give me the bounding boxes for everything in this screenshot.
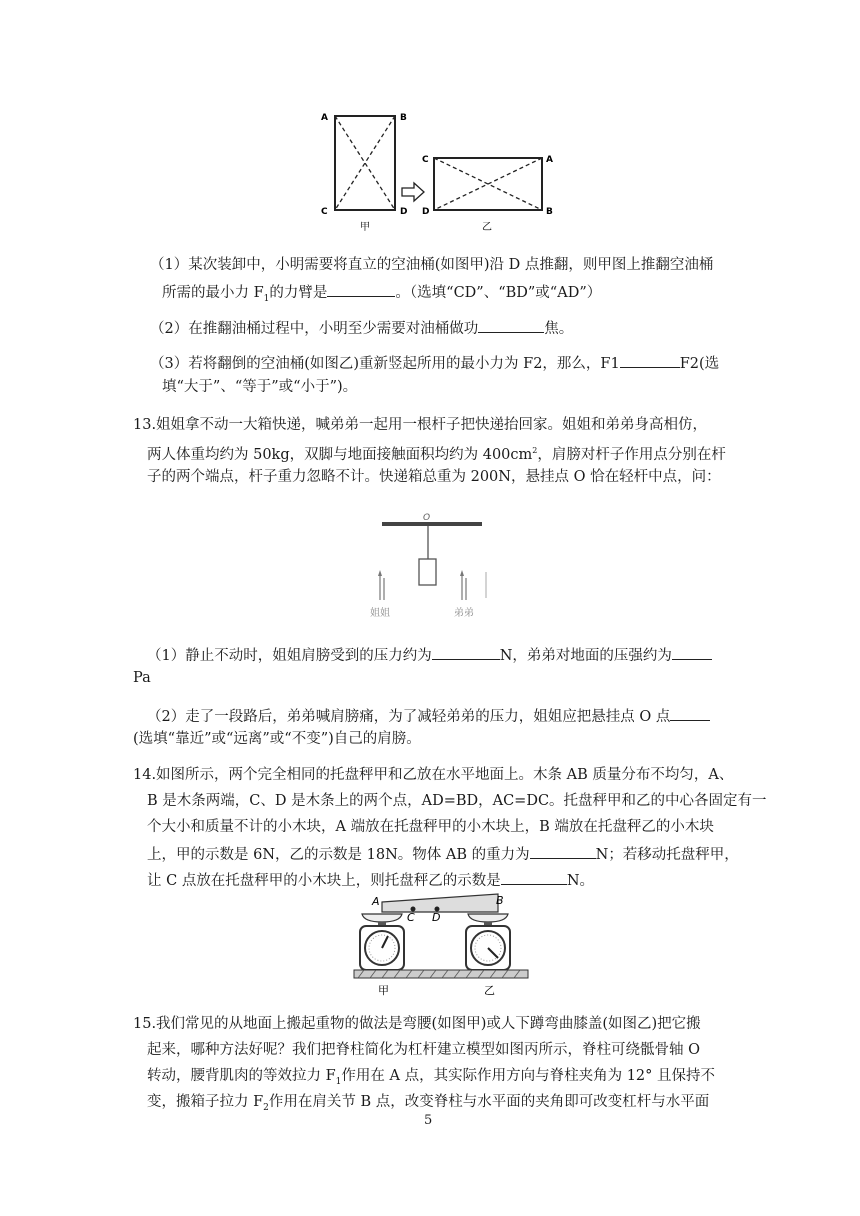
- pole: [382, 522, 482, 526]
- ground: [354, 970, 528, 978]
- q13-stem-line3: [147, 467, 721, 487]
- q12-part2-end: 焦。: [544, 321, 574, 337]
- q12-part1-text: （1）某次装卸中，小明需要将直立的空油桶(如图甲)沿 D 点推翻，则甲图上推翻空油桶: [150, 257, 714, 273]
- q13-part1-text: （1）静止不动时，姐姐肩膀受到的压力约为: [147, 648, 432, 664]
- q13-part1-blank1[interactable]: [432, 644, 500, 660]
- bar-label-d: D: [432, 911, 441, 924]
- q12-part1-end: 。（选填“CD”、“BD”或“AD”）: [395, 285, 602, 301]
- fig1-label-d2: D: [422, 207, 430, 217]
- q13-stem-line2: [147, 441, 726, 465]
- q13-text-4: 子的两个端点，杆子重力忽略不计。快递箱总重为 200N，悬挂点 O 恰在轻杆中点，问：: [147, 469, 721, 485]
- q13-sup: 2: [532, 446, 538, 455]
- q12-part3-blank[interactable]: [620, 352, 680, 368]
- wooden-bar: [382, 894, 498, 912]
- fig1-caption-yi: 乙: [482, 222, 492, 233]
- q14-stem-line4: [147, 843, 739, 865]
- q13-part1-line1: [147, 644, 712, 666]
- bar-label-a: A: [372, 895, 380, 908]
- q13-part2-text: （2）走了一段路后，弟弟喊肩膀痛，为了减轻弟弟的压力，姐姐应把悬挂点 O 点: [147, 709, 671, 725]
- fig1-label-d1: D: [400, 207, 408, 217]
- q12-part3-text: （3）若将翻倒的空油桶(如图乙)重新竖起所用的最小力为 F2，那么，F1: [150, 356, 620, 372]
- q13-part2-line2: [133, 729, 421, 749]
- q13-part1-blank2[interactable]: [672, 644, 712, 660]
- q14-text-1: 14.如图所示，两个完全相同的托盘秤甲和乙放在水平地面上。木条 AB 质量分布不均匀，A、: [133, 767, 734, 783]
- scale-yi: [466, 914, 510, 970]
- q14-text-3: 个大小和质量不计的小木块，A 端放在托盘秤甲的小木块上，B 端放在托盘秤乙的小木块: [147, 819, 714, 835]
- q13-part1-unit: Pa: [133, 670, 151, 686]
- drum-toppled-yi: [434, 158, 542, 210]
- fig1-label-c1: C: [321, 207, 328, 217]
- scales-figure: [350, 890, 534, 1002]
- fig1-label-a1: A: [321, 113, 328, 123]
- pole-o-label: O: [423, 513, 431, 523]
- q12-part3-mid: F2(选: [679, 356, 720, 372]
- q12-part2: [150, 317, 573, 339]
- pole-carry-figure: [366, 510, 496, 622]
- fig1-label-a2: A: [546, 155, 553, 165]
- q14-stem-line2: [147, 791, 767, 811]
- q12-part1-blank[interactable]: [327, 281, 395, 297]
- q13-part2-end: (选填“靠近”或“远离”或“不变”)自己的肩膀。: [133, 731, 421, 747]
- q12-part3-line1: [150, 352, 719, 374]
- fig1-label-b2: B: [546, 207, 553, 217]
- q15-stem-line2: [147, 1040, 700, 1060]
- q15-text-5: 变，搬箱子拉力 F: [147, 1094, 264, 1110]
- scale-jia: [360, 914, 404, 970]
- fig1-label-c2: C: [422, 155, 429, 165]
- q15-stem-line1: [133, 1014, 701, 1034]
- q12-part1-mid: 的力臂是: [269, 285, 328, 301]
- q14-stem-line5: [147, 869, 594, 891]
- q15-text-4: 作用在 A 点，其实际作用方向与脊柱夹角为 12° 且保持不: [341, 1068, 716, 1084]
- bar-label-b: B: [496, 894, 504, 907]
- scales-caption-jia: 甲: [378, 984, 389, 997]
- q14-stem-line3: [147, 817, 714, 837]
- q13-part1-line2: [133, 668, 151, 688]
- q14-text-5: N；若移动托盘秤甲，: [595, 847, 739, 863]
- bar-label-c: C: [407, 911, 415, 924]
- oil-drum-figure: [318, 108, 558, 236]
- sister-caption: 姐姐: [370, 608, 390, 619]
- q13-part2-line1: [147, 705, 710, 727]
- q12-part1-f: 所需的最小力 F: [162, 285, 264, 301]
- q14-stem-line1: [133, 765, 733, 785]
- q13-text-3: ，肩膀对杆子作用点分别在杆: [537, 446, 726, 463]
- q13-text-2: 两人体重均约为 50kg，双脚与地面接触面积均约为 400cm: [147, 446, 533, 463]
- q12-part2-text: （2）在推翻油桶过程中，小明至少需要对油桶做功: [150, 321, 479, 337]
- q15-stem-line3: [147, 1066, 715, 1092]
- q14-text-2: B 是木条两端，C、D 是木条上的两个点，AD=BD，AC=DC。托盘秤甲和乙的中心各固定有一: [147, 793, 767, 809]
- scales-caption-yi: 乙: [484, 984, 495, 997]
- q15-sub-1: 1: [335, 1076, 342, 1087]
- page-number: 5: [424, 1113, 433, 1128]
- q14-text-6: 让 C 点放在托盘秤甲的小木块上，则托盘秤乙的示数是: [147, 873, 501, 889]
- push-arrow-icon: [402, 183, 424, 201]
- drum-upright-jia: [335, 116, 395, 210]
- q12-part3-end: 填“大于”、“等于”或“小于”)。: [162, 379, 358, 395]
- q12-part2-blank[interactable]: [478, 317, 544, 333]
- q13-part2-blank[interactable]: [670, 705, 710, 721]
- q12-part1-line1: [150, 255, 713, 275]
- q15-text-6: 作用在肩关节 B 点，改变脊柱与水平面的夹角即可改变杠杆与水平面: [268, 1094, 710, 1110]
- package-box: [419, 559, 436, 585]
- q15-text-2: 起来，哪种方法好呢？我们把脊柱简化为杠杆建立模型如图丙所示，脊柱可绕骶骨轴 O: [147, 1042, 700, 1058]
- q12-part1-line2: [162, 281, 601, 309]
- q12-part1-sub: 1: [263, 293, 270, 304]
- q13-stem-line1: [133, 415, 707, 435]
- q15-text-1: 15.我们常见的从地面上搬起重物的做法是弯腰(如图甲)或人下蹲弯曲膝盖(如图乙)把它搬: [133, 1016, 701, 1032]
- fig1-label-b1: B: [400, 113, 407, 123]
- q15-sub-2: 2: [263, 1102, 269, 1113]
- q14-blank2[interactable]: [501, 869, 567, 885]
- q13-text-1: 13.姐姐拿不动一大箱快递，喊弟弟一起用一根杆子把快递抬回家。姐姐和弟弟身高相仿，: [133, 417, 708, 433]
- q12-part3-line2: [162, 377, 357, 397]
- fig1-caption-jia: 甲: [360, 222, 370, 233]
- brother-caption: 弟弟: [454, 608, 474, 619]
- q13-part1-mid: N，弟弟对地面的压强约为: [499, 648, 672, 664]
- q14-blank1[interactable]: [530, 843, 596, 859]
- q14-text-7: N。: [566, 873, 594, 889]
- q14-text-4: 上，甲的示数是 6N，乙的示数是 18N。物体 AB 的重力为: [147, 847, 530, 863]
- q15-text-3: 转动，腰背肌肉的等效拉力 F: [147, 1068, 336, 1084]
